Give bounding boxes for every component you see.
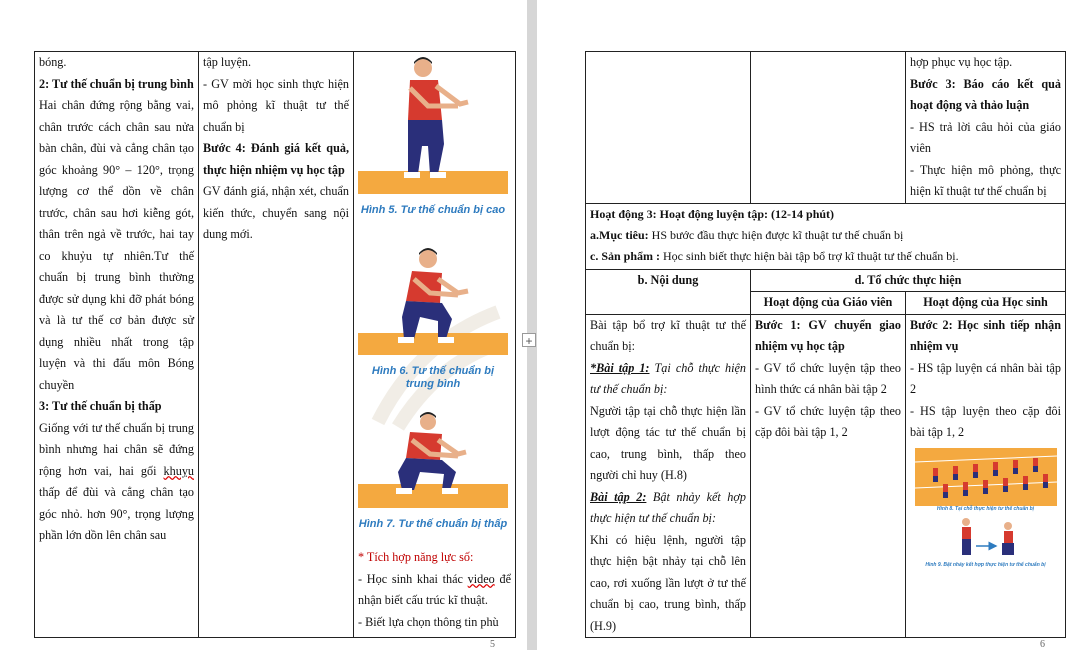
text-line: tập luyện. (203, 55, 252, 69)
page-gutter (527, 0, 537, 650)
text-line: - GV mời học sinh thực hiện mô phỏng kĩ thuật tư thế chuẩn bị (203, 76, 349, 134)
figure-6-caption: Hình 6. Tư thế chuẩn bị trung bình (371, 364, 495, 390)
header-organization: d. Tổ chức thực hiện (751, 269, 1066, 292)
exercise-content-cell (586, 314, 751, 638)
header-teacher: Hoạt động của Giáo viên (751, 292, 906, 315)
exercise-1-text: Người tập tại chỗ thực hiện lần lượt động tác tư thế chuẩn bị cao, trung bình, thấp theo người chỉ huy (H.8) (590, 403, 746, 482)
empty-cell (586, 52, 751, 204)
text-line: - Thực hiện mô phỏng, thực hiện kĩ thuật tư thế chuẩn bị (910, 162, 1061, 198)
report-step-cell (906, 52, 1066, 204)
step-4-text: GV đánh giá, nhận xét, chuẩn kiến thức, chuyển sang nội dung mới. (203, 184, 349, 241)
figure-8-illustration (915, 448, 1057, 506)
integration-item: - Biết lựa chọn thông tin phù (358, 614, 499, 629)
text-line: bóng. (39, 55, 67, 69)
exercise-1-title: *Bài tập 1: Tại chỗ thực hiện tư thế chuẩn bị: (590, 360, 746, 396)
figure-9-caption: Hình 9. Bật nhảy kết hợp thực hiện tư thế chuẩn bị (925, 561, 1046, 568)
teacher-activity-cell (751, 314, 906, 638)
empty-cell (751, 52, 906, 204)
teacher-activity-column (199, 52, 354, 638)
step-4-heading: Bước 4: Đánh giá kết quả, thực hiện nhiệm vụ học tập (203, 141, 349, 177)
figure-9-illustration (936, 516, 1036, 562)
figure-8-caption: Hình 8. Tại chỗ thực hiện tư thế chuẩn bị (936, 505, 1035, 512)
text-line: - GV tổ chức luyện tập theo hình thức cá nhân bài tập 2 (755, 360, 901, 396)
exercise-2-title: Bài tập 2: Bật nhảy kết hợp thực hiện tư thế chuẩn bị: (590, 489, 746, 525)
header-student: Hoạt động của Học sinh (906, 292, 1066, 315)
spellcheck-word: khuỵu (163, 463, 194, 478)
activity-3-cell (586, 203, 1066, 269)
step-1-heading: Bước 1: GV chuyển giao nhiệm vụ học tập (755, 317, 901, 353)
medium-stance-illustration (358, 245, 508, 357)
illustration-column (354, 52, 516, 638)
low-stance-description: Giống với tư thế chuẩn bị trung bình nhưng hai chân sẽ đứng rộng hơn vai, hai gối khuỵu thấp để đùi và cẳng chân tạo góc nhỏ. hơn 90°, trọng lượng phần lớn dồn lên chân sau (39, 420, 194, 542)
step-3-heading: Bước 3: Báo cáo kết quả hoạt động và thảo luận (910, 76, 1061, 112)
integration-item: - Học sinh khai thác video để nhận biết cấu trúc kĩ thuật. (358, 571, 511, 607)
student-activity-cell (906, 314, 1066, 638)
integration-title: * Tích hợp năng lực số: (358, 550, 474, 564)
add-table-row-button[interactable]: + (522, 333, 536, 347)
step-2-heading: Bước 2: Học sinh tiếp nhận nhiệm vụ (910, 317, 1061, 353)
product-line: c. Sản phẩm : Học sinh biết thực hiện bài tập bổ trợ kĩ thuật tư thế chuẩn bị. (590, 248, 959, 263)
document-page-5 (0, 0, 527, 650)
text-line: Bài tập bổ trợ kĩ thuật tư thế chuẩn bị: (590, 317, 746, 353)
high-stance-illustration (358, 54, 508, 196)
exercise-2-text: Khi có hiệu lệnh, người tập thực hiện bật nhảy tại chỗ lên cao, rơi xuống lần lượt ở tư thế chuẩn bị cao, trung bình, thấp (H.9) (590, 532, 746, 633)
text-line: - HS tập luyện cá nhân bài tập 2 (910, 360, 1061, 396)
page-number: 6 (1040, 639, 1045, 650)
lesson-table-right (585, 51, 1066, 638)
page-number: 5 (490, 639, 495, 650)
text-line: - HS tập luyện theo cặp đôi bài tập 1, 2 (910, 403, 1061, 439)
header-content: b. Nội dung (586, 269, 751, 314)
medium-stance-description: Hai chân đứng rộng bằng vai, chân trước cách chân sau nửa bàn chân, đùi và cẳng chân tạo góc khoảng 90° – 120°, trọng lượng cơ thể dồn về chân trước, chân sau hơi kiễng gót, thân trên ngả về trước, hai tay co khuỷu tự nhiên.Tư thế chuẩn bị trung bình thường được sử dụng khi đỡ phát bóng và là tư thế cơ bản được sử dụng nhiều nhất trong tập luyện và thi đấu môn Bóng chuyền (39, 98, 194, 392)
document-page-6 (537, 0, 1083, 650)
figure-5-caption: Hình 5. Tư thế chuẩn bị cao (360, 203, 506, 216)
heading-medium-stance: 2: Tư thế chuẩn bị trung bình (39, 76, 194, 91)
figures (358, 52, 511, 547)
text-line: hợp phục vụ học tập. (910, 55, 1013, 69)
text-line: - HS trả lời câu hỏi của giáo viên (910, 119, 1061, 155)
figure-7-caption: Hình 7. Tư thế chuẩn bị thấp (358, 517, 508, 530)
objective-line: a.Mục tiêu: HS bước đầu thực hiện được kĩ thuật tư thế chuẩn bị (590, 227, 904, 242)
low-stance-illustration (358, 410, 508, 510)
activity-title: Hoạt động 3: Hoạt động luyện tập: (12-14 phút) (590, 206, 835, 221)
heading-low-stance: 3: Tư thế chuẩn bị thấp (39, 399, 162, 413)
text-line: - GV tổ chức luyện tập theo cặp đôi bài tập 1, 2 (755, 403, 901, 439)
lesson-table-left (34, 51, 516, 638)
figure-6 (358, 245, 508, 391)
content-column (35, 52, 199, 638)
figure-7 (358, 410, 508, 531)
figure-5 (358, 54, 508, 217)
